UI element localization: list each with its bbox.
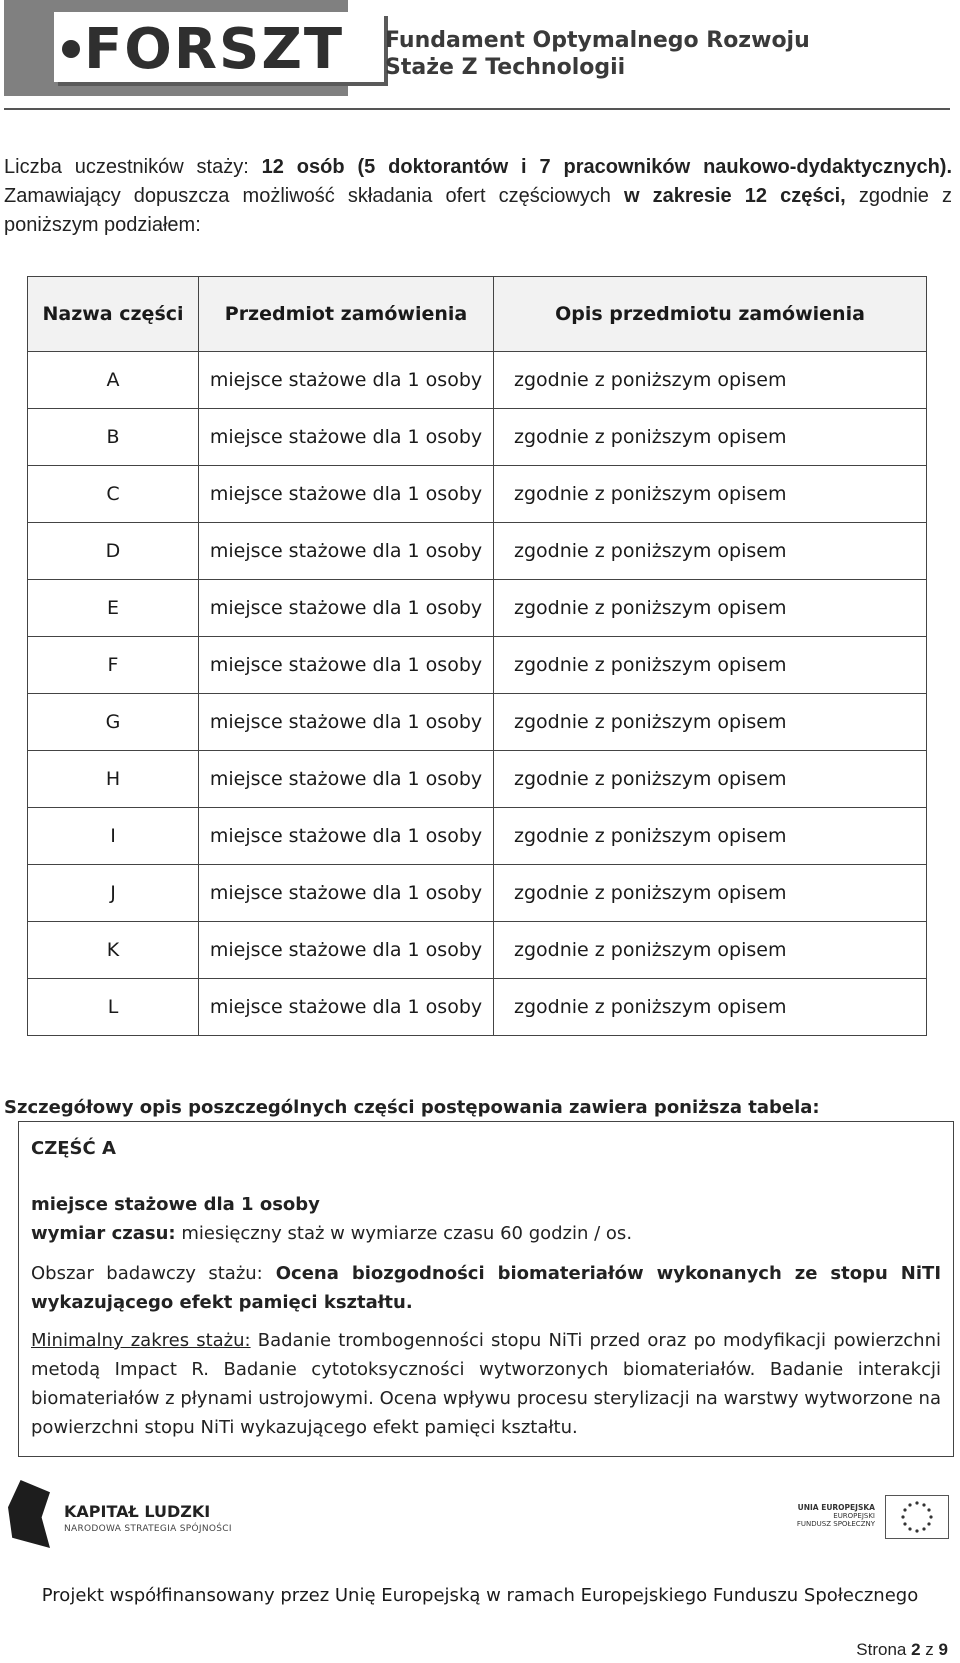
subject-cell: miejsce stażowe dla 1 osoby: [199, 580, 494, 637]
subject-cell: miejsce stażowe dla 1 osoby: [199, 922, 494, 979]
description-cell: zgodnie z poniższym opisem: [494, 637, 927, 694]
subject-cell: miejsce stażowe dla 1 osoby: [199, 409, 494, 466]
part-label: CZĘŚĆ A: [31, 1138, 116, 1159]
part-name-cell: G: [28, 694, 199, 751]
part-name-cell: L: [28, 979, 199, 1036]
place-line: miejsce stażowe dla 1 osoby: [31, 1194, 320, 1215]
research-area: [31, 1259, 941, 1317]
intro-text: Zamawiający dopuszcza możliwość składania ofert częściowych: [4, 185, 625, 207]
description-cell: zgodnie z poniższym opisem: [494, 865, 927, 922]
tagline-line-1: Fundament Optymalnego Rozwoju: [385, 28, 810, 53]
intro-text: Liczba uczestników staży:: [4, 156, 262, 178]
description-cell: zgodnie z poniższym opisem: [494, 409, 927, 466]
forszt-logo: [4, 0, 348, 96]
table-row: [28, 865, 927, 922]
part-detail-box: [18, 1121, 954, 1457]
description-cell: zgodnie z poniższym opisem: [494, 922, 927, 979]
kapital-ludzki-logo: [8, 1480, 238, 1552]
minimum-scope: [31, 1326, 941, 1442]
description-cell: zgodnie z poniższym opisem: [494, 466, 927, 523]
table-row: [28, 466, 927, 523]
part-name-cell: H: [28, 751, 199, 808]
intro-participants: 12 osób (5 doktorantów i 7 pracowników naukowo-dydaktycznych).: [261, 156, 953, 178]
subject-cell: miejsce stażowe dla 1 osoby: [199, 466, 494, 523]
scope-value: Badanie trombogenności stopu NiTi przed oraz po modyfikacji powierzchni metodą Impact R. Badanie cytotoksyczności wytworzonych biomateriałów. Badanie interakcji biomateriałów z płynami ustrojowymi. Ocena wpływu procesu sterylizacji na warstwy wytworzone na powierzchni stopu NiTi wykazującego efekt pamięci kształtu.: [31, 1330, 941, 1438]
kl-emblem-icon: [8, 1480, 50, 1548]
part-name-cell: I: [28, 808, 199, 865]
part-name-cell: E: [28, 580, 199, 637]
table-row: [28, 580, 927, 637]
time-line: [31, 1223, 632, 1244]
description-cell: zgodnie z poniższym opisem: [494, 523, 927, 580]
area-value: Ocena biozgodności biomateriałów wykonanych ze stopu NiTI wykazującego efekt pamięci kształtu.: [31, 1263, 942, 1313]
part-name-cell: J: [28, 865, 199, 922]
table-row: [28, 979, 927, 1036]
description-cell: zgodnie z poniższym opisem: [494, 751, 927, 808]
footer-note: Projekt współfinansowany przez Unię Europejską w ramach Europejskiego Funduszu Społecznego: [41, 1585, 919, 1606]
part-name-cell: D: [28, 523, 199, 580]
eu-text: [795, 1503, 875, 1528]
eu-fund-1: EUROPEJSKI: [833, 1512, 875, 1520]
eu-logo: [795, 1495, 955, 1545]
parts-table-body: [28, 352, 927, 1036]
description-cell: zgodnie z poniższym opisem: [494, 694, 927, 751]
page-mid: z: [920, 1640, 939, 1659]
table-row: [28, 523, 927, 580]
kl-subtitle: NARODOWA STRATEGIA SPÓJNOŚCI: [64, 1524, 232, 1534]
eu-flag-icon: [885, 1495, 949, 1539]
logo-wordmark: FORSZT: [84, 17, 345, 82]
table-row: [28, 808, 927, 865]
tagline-line-2: Staże Z Technologii: [385, 55, 626, 80]
subject-cell: miejsce stażowe dla 1 osoby: [199, 352, 494, 409]
page-total: 9: [938, 1640, 948, 1659]
column-header-name: Nazwa części: [28, 277, 199, 352]
parts-table: [27, 276, 927, 1036]
description-cell: zgodnie z poniższym opisem: [494, 979, 927, 1036]
eu-name: UNIA EUROPEJSKA: [797, 1503, 875, 1512]
description-cell: zgodnie z poniższym opisem: [494, 580, 927, 637]
scope-label: Minimalny zakres stażu:: [31, 1330, 251, 1351]
table-row: [28, 751, 927, 808]
subject-cell: miejsce stażowe dla 1 osoby: [199, 523, 494, 580]
area-label: Obszar badawczy stażu:: [31, 1263, 263, 1284]
detail-section-title: Szczegółowy opis poszczególnych części postępowania zawiera poniższa tabela:: [4, 1097, 820, 1118]
subject-cell: miejsce stażowe dla 1 osoby: [199, 694, 494, 751]
subject-cell: miejsce stażowe dla 1 osoby: [199, 808, 494, 865]
subject-cell: miejsce stażowe dla 1 osoby: [199, 751, 494, 808]
kl-title: KAPITAŁ LUDZKI: [64, 1502, 211, 1521]
description-cell: zgodnie z poniższym opisem: [494, 352, 927, 409]
column-header-description: Opis przedmiotu zamówienia: [494, 277, 927, 352]
table-row: [28, 352, 927, 409]
column-header-subject: Przedmiot zamówienia: [199, 277, 494, 352]
table-row: [28, 922, 927, 979]
subject-cell: miejsce stażowe dla 1 osoby: [199, 865, 494, 922]
page-current: 2: [911, 1640, 921, 1659]
part-name-cell: F: [28, 637, 199, 694]
part-name-cell: B: [28, 409, 199, 466]
intro-text: zgodnie z poniższym podziałem:: [4, 185, 953, 236]
description-cell: zgodnie z poniższym opisem: [494, 808, 927, 865]
header-divider: [4, 108, 950, 110]
table-header-row: [28, 277, 927, 352]
part-name-cell: A: [28, 352, 199, 409]
time-value: miesięczny staż w wymiarze czasu 60 godzin / os.: [175, 1223, 633, 1244]
intro-parts-count: w zakresie 12 części,: [624, 185, 846, 207]
part-name-cell: C: [28, 466, 199, 523]
table-row: [28, 409, 927, 466]
page-header: [0, 0, 960, 105]
eu-fund-2: FUNDUSZ SPOŁECZNY: [796, 1520, 875, 1528]
table-row: [28, 694, 927, 751]
subject-cell: miejsce stażowe dla 1 osoby: [199, 637, 494, 694]
page-prefix: Strona: [856, 1640, 912, 1659]
subject-cell: miejsce stażowe dla 1 osoby: [199, 979, 494, 1036]
part-name-cell: K: [28, 922, 199, 979]
intro-paragraph: [4, 153, 952, 240]
table-row: [28, 637, 927, 694]
time-label: wymiar czasu:: [31, 1223, 176, 1244]
page-number: [856, 1640, 948, 1660]
